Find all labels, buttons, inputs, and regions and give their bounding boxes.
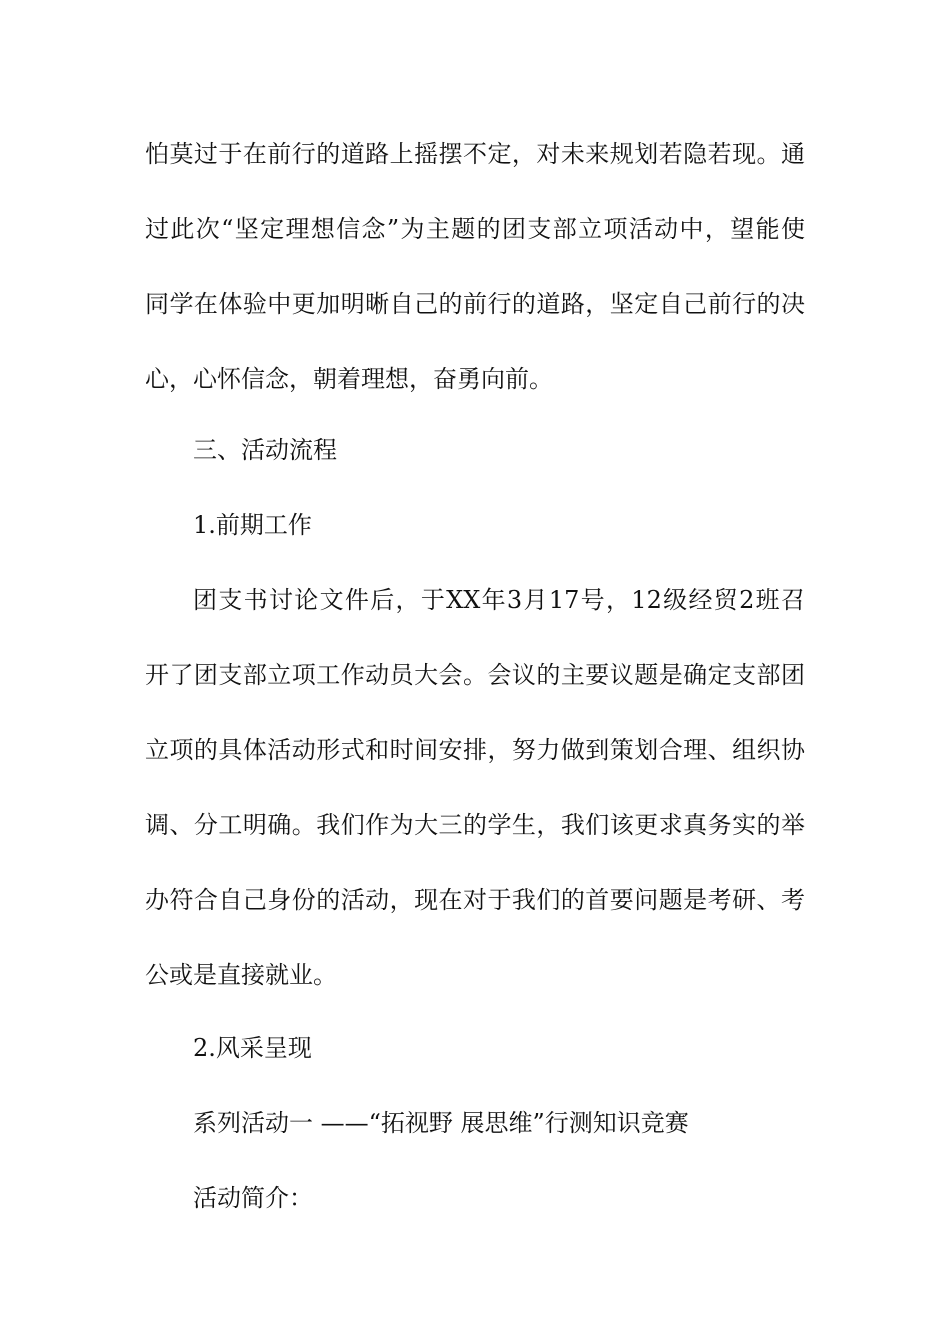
paragraph-line: 调、分工明确。我们作为大三的学生，我们该更求真务实的举: [145, 811, 805, 839]
paragraph-line: 怕莫过于在前行的道路上摇摆不定，对未来规划若隐若现。通: [145, 140, 805, 168]
paragraph-line: 开了团支部立项工作动员大会。会议的主要议题是确定支部团: [145, 661, 805, 689]
paragraph-line: 心，心怀信念，朝着理想，奋勇向前。: [145, 365, 553, 393]
paragraph-line: 立项的具体活动形式和时间安排，努力做到策划合理、组织协: [145, 736, 805, 764]
activity-intro-label: 活动简介：: [193, 1184, 313, 1212]
paragraph-line: 办符合自己身份的活动，现在对于我们的首要问题是考研、考: [145, 886, 805, 914]
subsection-heading: 2.风采呈现: [193, 1034, 312, 1062]
paragraph-line: 公或是直接就业。: [145, 961, 337, 989]
paragraph-line: 同学在体验中更加明晰自己的前行的道路，坚定自己前行的决: [145, 290, 805, 318]
subsection-heading: 1.前期工作: [193, 511, 312, 539]
paragraph-line: 团支书讨论文件后，于XX年3月17号，12级经贸2班召: [193, 586, 805, 614]
activity-title: 系列活动一 ——“拓视野 展思维”行测知识竞赛: [193, 1109, 689, 1137]
section-heading: 三、活动流程: [193, 436, 337, 464]
paragraph-line: 过此次“坚定理想信念”为主题的团支部立项活动中，望能使: [145, 215, 805, 243]
